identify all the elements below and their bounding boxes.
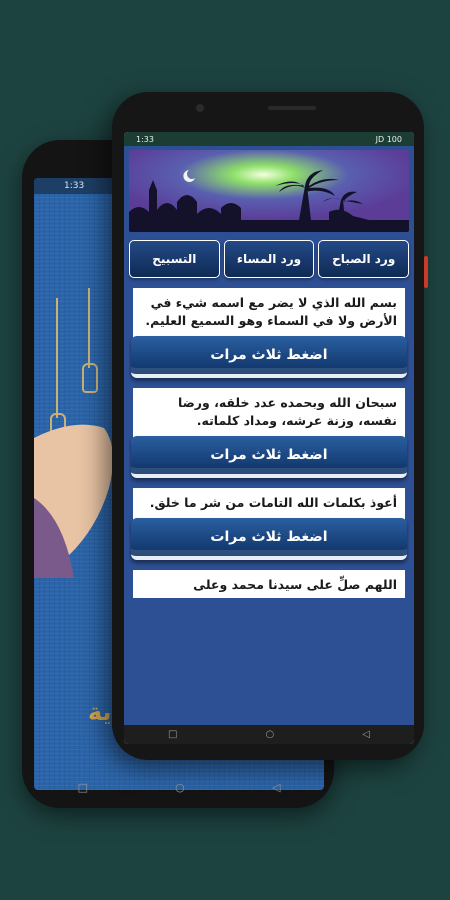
camera-icon: [196, 104, 204, 112]
tab-morning-wird-label: ورد الصباح: [332, 252, 396, 266]
dhikr-text-card: بسم الله الذي لا يضر مع اسمه شيء في الأرض ولا في السماء وهو السميع العليم.: [133, 288, 405, 338]
praying-hands-image: [34, 378, 124, 578]
front-phone: [112, 92, 424, 760]
back-nav-bar: [34, 776, 324, 798]
tab-morning-wird[interactable]: [318, 240, 409, 278]
app-frame: [124, 146, 414, 729]
nav-back-icon[interactable]: ◁: [362, 729, 370, 740]
press-three-times-button[interactable]: اضغط ثلاث مرات: [131, 518, 407, 560]
tab-tasbeeh[interactable]: [129, 240, 220, 278]
dhikr-text-card: اللهم صلِّ على سيدنا محمد وعلى: [133, 570, 405, 598]
press-three-times-button[interactable]: اضغط ثلاث مرات: [131, 336, 407, 378]
speaker-grille: [268, 106, 316, 110]
tab-evening-wird-label: ورد المساء: [236, 252, 302, 266]
nav-back-icon[interactable]: ◁: [271, 780, 281, 794]
tab-tasbeeh-label: التسبيح: [152, 252, 197, 266]
back-app-title: ية: [88, 698, 112, 726]
system-nav-bar: [124, 725, 414, 744]
status-indicators: JD 100: [375, 134, 402, 144]
nav-home-icon[interactable]: ○: [265, 729, 275, 740]
section-tabs: [129, 240, 409, 278]
dhikr-text-card: سبحان الله وبحمده عدد خلقه، ورضا نفسه، وزنة عرشه، ومداد كلماته.: [133, 388, 405, 438]
tab-evening-wird[interactable]: [224, 240, 315, 278]
status-time: 1:33: [136, 134, 154, 144]
status-bar: [124, 132, 414, 146]
power-button: [424, 256, 428, 288]
press-three-times-button[interactable]: اضغط ثلاث مرات: [131, 436, 407, 478]
nav-recent-icon[interactable]: □: [168, 729, 178, 740]
back-status-time: 1:33: [64, 181, 85, 191]
dhikr-text-card: أعوذ بكلمات الله التامات من شر ما خلق.: [133, 488, 405, 520]
lantern-string: [88, 288, 90, 368]
front-phone-screen: [124, 132, 414, 744]
mosque-banner-image: [129, 150, 409, 232]
nav-home-icon[interactable]: ○: [175, 780, 185, 794]
dhikr-list: [129, 288, 409, 718]
nav-recent-icon[interactable]: □: [77, 780, 88, 794]
